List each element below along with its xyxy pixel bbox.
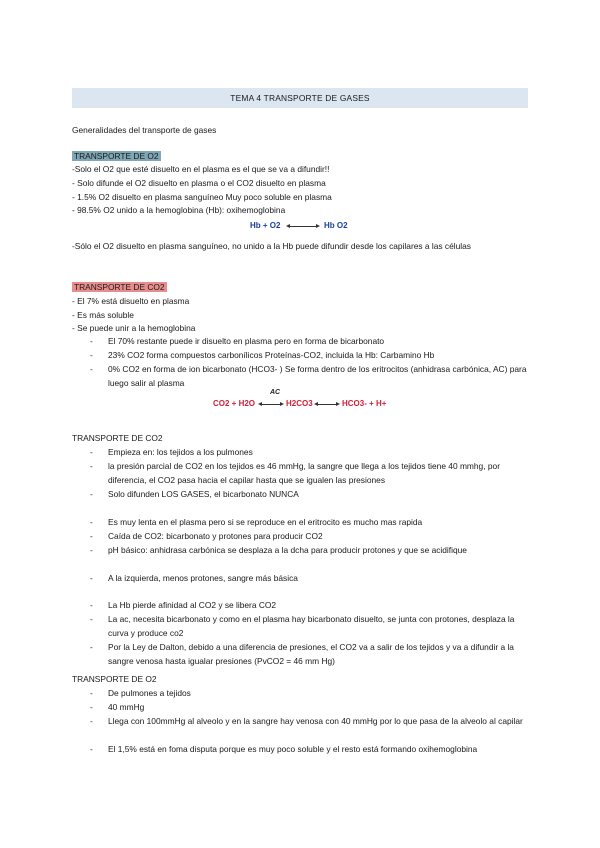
equilibrium-arrow xyxy=(318,404,336,405)
co2-transport-item-10: Por la Ley de Dalton, debido a una diferencia de presiones, el CO2 va a salir de los tejidos y va a difundir a la sangre venosa hasta igualar presiones (PvCO2 = 46 mm Hg) xyxy=(108,642,514,666)
o2-line-4: - 98.5% O2 unido a la hemoglobina (Hb): oxihemoglobina xyxy=(72,205,286,215)
bullet-dash: - xyxy=(90,716,93,726)
generalidades-heading: Generalidades del transporte de gases xyxy=(72,125,217,135)
bullet-dash: - xyxy=(90,688,93,698)
arrow-left-icon xyxy=(286,224,290,228)
highlight-blue: TRANSPORTE DE O2 xyxy=(74,151,159,161)
eq-hb-o2-left: Hb + O2 xyxy=(250,221,281,230)
bullet-dash: - xyxy=(90,489,93,499)
bullet-dash: - xyxy=(90,573,93,583)
section-o2-heading xyxy=(72,151,161,162)
equilibrium-arrow xyxy=(290,226,316,227)
bullet-dash: - xyxy=(90,364,93,374)
co2-transport-item-4: Es muy lenta en el plasma pero si se reproduce en el eritrocito es mucho mas rapida xyxy=(108,517,423,527)
o2-note: -Sólo el O2 disuelto en plasma sanguíneo, no unido a la Hb puede difundir desde los capilares a las células xyxy=(72,241,471,251)
bullet-dash: - xyxy=(90,461,93,471)
document-title: TEMA 4 TRANSPORTE DE GASES xyxy=(72,88,528,108)
arrow-right-icon xyxy=(336,402,340,406)
o2-line-3: - 1.5% O2 disuelto en plasma sanguíneo Muy poco soluble en plasma xyxy=(72,192,332,202)
eq-ac-label: AC xyxy=(270,389,281,396)
co2-transport-item-8: La Hb pierde afinidad al CO2 y se libera CO2 xyxy=(108,600,277,610)
o2-transport-item-3: Llega con 100mmHg al alveolo y en la sangre hay venosa con 40 mmHg por lo que pasa de la alveolo al capilar xyxy=(108,716,523,726)
co2-line-2: - Es más soluble xyxy=(72,310,134,320)
o2-transport-item-2: 40 mmHg xyxy=(108,702,145,712)
section-co2-heading xyxy=(72,282,167,293)
o2-transport-item-1: De pulmones a tejidos xyxy=(108,688,191,698)
o2-line-2: - Solo difunde el O2 disuelto en plasma o el CO2 disuelto en plasma xyxy=(72,178,326,188)
bullet-dash: - xyxy=(90,447,93,457)
co2-line-1: - El 7% está disuelto en plasma xyxy=(72,296,190,306)
bullet-dash: - xyxy=(90,545,93,555)
bullet-dash: - xyxy=(90,531,93,541)
bullet-dash: - xyxy=(90,336,93,346)
co2-item-3: 0% CO2 en forma de ion bicarbonato (HCO3- ) Se forma dentro de los eritrocitos (anhidrasa carbónica, AC) para luego salir al plasma xyxy=(108,364,527,388)
section-o2-transport-heading: TRANSPORTE DE O2 xyxy=(72,674,157,684)
bullet-dash: - xyxy=(90,744,93,754)
co2-line-3: - Se puede unir a la hemoglobina xyxy=(72,323,196,333)
co2-item-2: 23% CO2 forma compuestos carbonílicos Proteínas-CO2, incluida la Hb: Carbamino Hb xyxy=(108,350,435,360)
eq-h2co3: H2CO3 xyxy=(286,399,313,408)
bullet-dash: - xyxy=(90,350,93,360)
bullet-dash: - xyxy=(90,600,93,610)
arrow-left-icon xyxy=(314,402,318,406)
co2-transport-item-6: pH básico: anhidrasa carbónica se desplaza a la dcha para producir protones y que se acidifique xyxy=(108,545,467,555)
co2-transport-item-3: Solo difunden LOS GASES, el bicarbonato NUNCA xyxy=(108,489,299,499)
eq-hco3-h: HCO3- + H+ xyxy=(342,399,387,408)
section-co2-transport-heading: TRANSPORTE DE CO2 xyxy=(72,433,163,443)
arrow-right-icon xyxy=(280,402,284,406)
co2-transport-item-9: La ac, necesita bicarbonato y como en el plasma hay bicarbonato disuelto, se junta con protones, desplaza la curva y produce co2 xyxy=(108,614,515,638)
o2-line-1: -Solo el O2 que esté disuelto en el plasma es el que se va a difundir!! xyxy=(72,164,330,174)
bullet-dash: - xyxy=(90,642,93,652)
co2-transport-item-5: Caída de CO2: bicarbonato y protones para producir CO2 xyxy=(108,531,323,541)
co2-item-1: El 70% restante puede ir disuelto en plasma pero en forma de bicarbonato xyxy=(108,336,385,346)
eq-co2-h2o: CO2 + H2O xyxy=(213,399,256,408)
arrow-right-icon xyxy=(316,224,320,228)
o2-transport-item-4: El 1,5% está en foma disputa porque es muy poco soluble y el resto está formando oxihemoglobina xyxy=(108,744,478,754)
arrow-left-icon xyxy=(258,402,262,406)
bullet-dash: - xyxy=(90,614,93,624)
co2-transport-item-2: la presión parcial de CO2 en los tejidos es 46 mmHg, la sangre que llega a los tejidos tiene 40 mmhg, por diferencia, el CO2 pasa hacia el capilar hasta que se igualen las presiones xyxy=(108,461,500,485)
equilibrium-arrow xyxy=(262,404,280,405)
highlight-red: TRANSPORTE DE CO2 xyxy=(74,282,165,292)
bullet-dash: - xyxy=(90,702,93,712)
bullet-dash: - xyxy=(90,517,93,527)
co2-transport-item-7: A la izquierda, menos protones, sangre más básica xyxy=(108,573,298,583)
co2-transport-item-1: Empieza en: los tejidos a los pulmones xyxy=(108,447,253,457)
eq-hb-o2-right: Hb O2 xyxy=(324,221,348,230)
